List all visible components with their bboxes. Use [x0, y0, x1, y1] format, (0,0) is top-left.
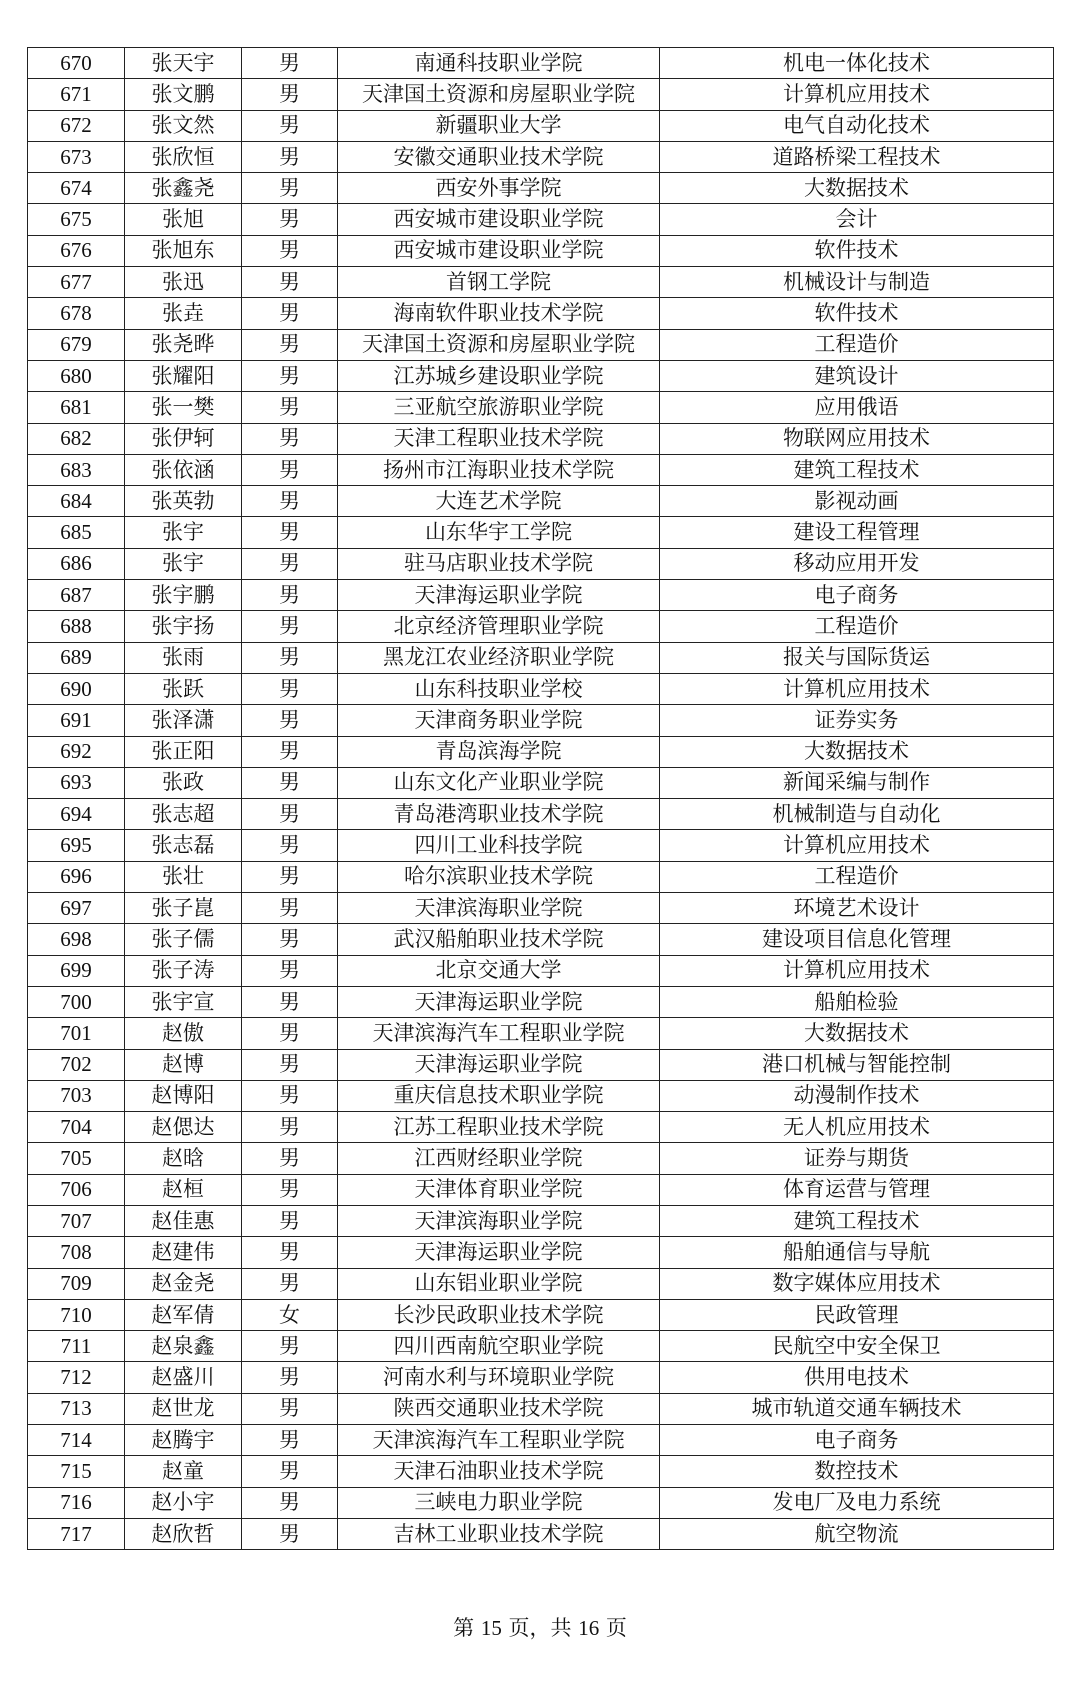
table-row	[28, 235, 1054, 266]
major-cell: 大数据技术	[660, 173, 1054, 204]
school-name-cell: 天津商务职业学院	[338, 705, 660, 736]
table-row	[28, 580, 1054, 611]
major-cell: 港口机械与智能控制	[660, 1049, 1054, 1080]
table-row	[28, 736, 1054, 767]
table-row	[28, 141, 1054, 172]
school-name-cell: 河南水利与环境职业学院	[338, 1362, 660, 1393]
student-name-cell: 赵傲	[125, 1018, 242, 1049]
table-row	[28, 1112, 1054, 1143]
table-row	[28, 830, 1054, 861]
student-name-cell: 赵博阳	[125, 1080, 242, 1111]
row-number-cell: 681	[28, 392, 125, 423]
row-number-cell: 717	[28, 1518, 125, 1549]
major-cell: 工程造价	[660, 861, 1054, 892]
gender-cell: 男	[242, 267, 338, 298]
gender-cell: 男	[242, 1174, 338, 1205]
row-number-cell: 698	[28, 924, 125, 955]
table-row	[28, 955, 1054, 986]
gender-cell: 男	[242, 110, 338, 141]
table-row	[28, 392, 1054, 423]
student-name-cell: 张文然	[125, 110, 242, 141]
major-cell: 电子商务	[660, 1425, 1054, 1456]
gender-cell: 男	[242, 611, 338, 642]
school-name-cell: 驻马店职业技术学院	[338, 548, 660, 579]
table-row	[28, 1425, 1054, 1456]
school-name-cell: 天津滨海职业学院	[338, 893, 660, 924]
student-name-cell: 张天宇	[125, 48, 242, 79]
student-name-cell: 张子涛	[125, 955, 242, 986]
table-row	[28, 986, 1054, 1017]
school-name-cell: 天津体育职业学院	[338, 1174, 660, 1205]
gender-cell: 男	[242, 861, 338, 892]
row-number-cell: 694	[28, 799, 125, 830]
major-cell: 发电厂及电力系统	[660, 1487, 1054, 1518]
gender-cell: 男	[242, 767, 338, 798]
roster-table-container	[27, 47, 1053, 1550]
row-number-cell: 680	[28, 360, 125, 391]
table-row	[28, 1018, 1054, 1049]
student-name-cell: 张跃	[125, 673, 242, 704]
gender-cell: 男	[242, 486, 338, 517]
gender-cell: 男	[242, 673, 338, 704]
table-row	[28, 360, 1054, 391]
major-cell: 航空物流	[660, 1518, 1054, 1549]
school-name-cell: 山东铝业职业学院	[338, 1268, 660, 1299]
table-row	[28, 1518, 1054, 1549]
row-number-cell: 692	[28, 736, 125, 767]
table-row	[28, 517, 1054, 548]
table-row	[28, 298, 1054, 329]
gender-cell: 男	[242, 423, 338, 454]
major-cell: 软件技术	[660, 298, 1054, 329]
table-row	[28, 1049, 1054, 1080]
school-name-cell: 江苏城乡建设职业学院	[338, 360, 660, 391]
gender-cell: 男	[242, 173, 338, 204]
gender-cell: 男	[242, 893, 338, 924]
gender-cell: 男	[242, 1237, 338, 1268]
student-name-cell: 张宇宣	[125, 986, 242, 1017]
student-name-cell: 张伊轲	[125, 423, 242, 454]
major-cell: 船舶检验	[660, 986, 1054, 1017]
student-name-cell: 张耀阳	[125, 360, 242, 391]
gender-cell: 男	[242, 1456, 338, 1487]
row-number-cell: 684	[28, 486, 125, 517]
row-number-cell: 695	[28, 830, 125, 861]
major-cell: 移动应用开发	[660, 548, 1054, 579]
school-name-cell: 天津国土资源和房屋职业学院	[338, 79, 660, 110]
row-number-cell: 689	[28, 642, 125, 673]
row-number-cell: 673	[28, 141, 125, 172]
student-name-cell: 张垚	[125, 298, 242, 329]
major-cell: 新闻采编与制作	[660, 767, 1054, 798]
school-name-cell: 陕西交通职业技术学院	[338, 1393, 660, 1424]
school-name-cell: 首钢工学院	[338, 267, 660, 298]
school-name-cell: 青岛港湾职业技术学院	[338, 799, 660, 830]
school-name-cell: 天津石油职业技术学院	[338, 1456, 660, 1487]
footer-suffix: 页	[605, 1616, 627, 1640]
row-number-cell: 674	[28, 173, 125, 204]
roster-table	[27, 47, 1054, 1550]
school-name-cell: 天津工程职业技术学院	[338, 423, 660, 454]
school-name-cell: 山东文化产业职业学院	[338, 767, 660, 798]
row-number-cell: 672	[28, 110, 125, 141]
major-cell: 民政管理	[660, 1299, 1054, 1330]
school-name-cell: 天津海运职业学院	[338, 986, 660, 1017]
major-cell: 影视动画	[660, 486, 1054, 517]
gender-cell: 男	[242, 392, 338, 423]
school-name-cell: 海南软件职业技术学院	[338, 298, 660, 329]
student-name-cell: 赵腾宇	[125, 1425, 242, 1456]
student-name-cell: 张宇扬	[125, 611, 242, 642]
school-name-cell: 天津海运职业学院	[338, 580, 660, 611]
school-name-cell: 天津国土资源和房屋职业学院	[338, 329, 660, 360]
row-number-cell: 696	[28, 861, 125, 892]
footer-page-number: 15	[480, 1616, 502, 1640]
school-name-cell: 长沙民政职业技术学院	[338, 1299, 660, 1330]
major-cell: 应用俄语	[660, 392, 1054, 423]
gender-cell: 男	[242, 1331, 338, 1362]
gender-cell: 男	[242, 141, 338, 172]
school-name-cell: 重庆信息技术职业学院	[338, 1080, 660, 1111]
school-name-cell: 四川西南航空职业学院	[338, 1331, 660, 1362]
row-number-cell: 708	[28, 1237, 125, 1268]
student-name-cell: 赵博	[125, 1049, 242, 1080]
school-name-cell: 西安城市建设职业学院	[338, 235, 660, 266]
row-number-cell: 687	[28, 580, 125, 611]
table-row	[28, 673, 1054, 704]
table-row	[28, 642, 1054, 673]
row-number-cell: 686	[28, 548, 125, 579]
school-name-cell: 大连艺术学院	[338, 486, 660, 517]
school-name-cell: 四川工业科技学院	[338, 830, 660, 861]
gender-cell: 男	[242, 1143, 338, 1174]
major-cell: 数控技术	[660, 1456, 1054, 1487]
student-name-cell: 张尧晔	[125, 329, 242, 360]
row-number-cell: 676	[28, 235, 125, 266]
major-cell: 船舶通信与导航	[660, 1237, 1054, 1268]
gender-cell: 男	[242, 1362, 338, 1393]
student-name-cell: 赵晗	[125, 1143, 242, 1174]
school-name-cell: 扬州市江海职业技术学院	[338, 454, 660, 485]
student-name-cell: 张宇	[125, 517, 242, 548]
table-row	[28, 1487, 1054, 1518]
row-number-cell: 715	[28, 1456, 125, 1487]
major-cell: 软件技术	[660, 235, 1054, 266]
school-name-cell: 天津海运职业学院	[338, 1237, 660, 1268]
school-name-cell: 西安外事学院	[338, 173, 660, 204]
student-name-cell: 赵佳惠	[125, 1205, 242, 1236]
school-name-cell: 南通科技职业学院	[338, 48, 660, 79]
school-name-cell: 黑龙江农业经济职业学院	[338, 642, 660, 673]
row-number-cell: 701	[28, 1018, 125, 1049]
table-row	[28, 1205, 1054, 1236]
table-row	[28, 110, 1054, 141]
student-name-cell: 张旭	[125, 204, 242, 235]
major-cell: 动漫制作技术	[660, 1080, 1054, 1111]
major-cell: 供用电技术	[660, 1362, 1054, 1393]
table-row	[28, 1393, 1054, 1424]
student-name-cell: 张宇	[125, 548, 242, 579]
table-row	[28, 173, 1054, 204]
row-number-cell: 713	[28, 1393, 125, 1424]
school-name-cell: 江西财经职业学院	[338, 1143, 660, 1174]
student-name-cell: 张鑫尧	[125, 173, 242, 204]
major-cell: 工程造价	[660, 329, 1054, 360]
gender-cell: 男	[242, 454, 338, 485]
major-cell: 建筑设计	[660, 360, 1054, 391]
table-row	[28, 705, 1054, 736]
table-row	[28, 1080, 1054, 1111]
school-name-cell: 江苏工程职业技术学院	[338, 1112, 660, 1143]
row-number-cell: 700	[28, 986, 125, 1017]
major-cell: 建设工程管理	[660, 517, 1054, 548]
student-name-cell: 张一樊	[125, 392, 242, 423]
row-number-cell: 697	[28, 893, 125, 924]
gender-cell: 男	[242, 736, 338, 767]
row-number-cell: 670	[28, 48, 125, 79]
roster-table-body	[28, 48, 1054, 1550]
row-number-cell: 707	[28, 1205, 125, 1236]
table-row	[28, 893, 1054, 924]
footer-mid: 页，共	[508, 1616, 572, 1640]
gender-cell: 男	[242, 1425, 338, 1456]
row-number-cell: 702	[28, 1049, 125, 1080]
student-name-cell: 张志超	[125, 799, 242, 830]
footer-prefix: 第	[453, 1616, 475, 1640]
row-number-cell: 690	[28, 673, 125, 704]
student-name-cell: 张欣恒	[125, 141, 242, 172]
page-footer	[0, 1612, 1080, 1642]
major-cell: 会计	[660, 204, 1054, 235]
gender-cell: 男	[242, 705, 338, 736]
gender-cell: 男	[242, 329, 338, 360]
student-name-cell: 张旭东	[125, 235, 242, 266]
row-number-cell: 678	[28, 298, 125, 329]
school-name-cell: 吉林工业职业技术学院	[338, 1518, 660, 1549]
table-row	[28, 204, 1054, 235]
student-name-cell: 赵偲达	[125, 1112, 242, 1143]
gender-cell: 男	[242, 548, 338, 579]
school-name-cell: 天津滨海汽车工程职业学院	[338, 1425, 660, 1456]
major-cell: 体育运营与管理	[660, 1174, 1054, 1205]
row-number-cell: 671	[28, 79, 125, 110]
table-row	[28, 48, 1054, 79]
major-cell: 无人机应用技术	[660, 1112, 1054, 1143]
footer-total-pages: 16	[578, 1616, 600, 1640]
student-name-cell: 赵世龙	[125, 1393, 242, 1424]
table-row	[28, 1299, 1054, 1330]
row-number-cell: 703	[28, 1080, 125, 1111]
major-cell: 机电一体化技术	[660, 48, 1054, 79]
table-row	[28, 423, 1054, 454]
row-number-cell: 693	[28, 767, 125, 798]
major-cell: 工程造价	[660, 611, 1054, 642]
school-name-cell: 山东华宇工学院	[338, 517, 660, 548]
major-cell: 建筑工程技术	[660, 1205, 1054, 1236]
gender-cell: 男	[242, 924, 338, 955]
school-name-cell: 青岛滨海学院	[338, 736, 660, 767]
table-row	[28, 1174, 1054, 1205]
student-name-cell: 张雨	[125, 642, 242, 673]
table-row	[28, 548, 1054, 579]
school-name-cell: 天津滨海汽车工程职业学院	[338, 1018, 660, 1049]
student-name-cell: 赵小宇	[125, 1487, 242, 1518]
major-cell: 电子商务	[660, 580, 1054, 611]
table-row	[28, 1331, 1054, 1362]
school-name-cell: 哈尔滨职业技术学院	[338, 861, 660, 892]
school-name-cell: 西安城市建设职业学院	[338, 204, 660, 235]
major-cell: 大数据技术	[660, 1018, 1054, 1049]
gender-cell: 男	[242, 1205, 338, 1236]
gender-cell: 男	[242, 1487, 338, 1518]
student-name-cell: 张宇鹏	[125, 580, 242, 611]
major-cell: 计算机应用技术	[660, 79, 1054, 110]
student-name-cell: 赵欣哲	[125, 1518, 242, 1549]
row-number-cell: 711	[28, 1331, 125, 1362]
row-number-cell: 705	[28, 1143, 125, 1174]
student-name-cell: 赵桓	[125, 1174, 242, 1205]
gender-cell: 男	[242, 986, 338, 1017]
row-number-cell: 691	[28, 705, 125, 736]
row-number-cell: 685	[28, 517, 125, 548]
table-row	[28, 1143, 1054, 1174]
row-number-cell: 709	[28, 1268, 125, 1299]
school-name-cell: 天津滨海职业学院	[338, 1205, 660, 1236]
gender-cell: 男	[242, 204, 338, 235]
row-number-cell: 675	[28, 204, 125, 235]
school-name-cell: 山东科技职业学校	[338, 673, 660, 704]
major-cell: 计算机应用技术	[660, 673, 1054, 704]
gender-cell: 男	[242, 48, 338, 79]
major-cell: 数字媒体应用技术	[660, 1268, 1054, 1299]
gender-cell: 男	[242, 830, 338, 861]
table-row	[28, 329, 1054, 360]
school-name-cell: 天津海运职业学院	[338, 1049, 660, 1080]
gender-cell: 男	[242, 360, 338, 391]
major-cell: 物联网应用技术	[660, 423, 1054, 454]
table-row	[28, 1268, 1054, 1299]
major-cell: 道路桥梁工程技术	[660, 141, 1054, 172]
school-name-cell: 三峡电力职业学院	[338, 1487, 660, 1518]
table-row	[28, 1362, 1054, 1393]
gender-cell: 男	[242, 799, 338, 830]
row-number-cell: 688	[28, 611, 125, 642]
major-cell: 计算机应用技术	[660, 830, 1054, 861]
gender-cell: 男	[242, 1049, 338, 1080]
student-name-cell: 张泽潇	[125, 705, 242, 736]
gender-cell: 男	[242, 1018, 338, 1049]
major-cell: 证券与期货	[660, 1143, 1054, 1174]
major-cell: 城市轨道交通车辆技术	[660, 1393, 1054, 1424]
student-name-cell: 张依涵	[125, 454, 242, 485]
school-name-cell: 新疆职业大学	[338, 110, 660, 141]
major-cell: 环境艺术设计	[660, 893, 1054, 924]
gender-cell: 女	[242, 1299, 338, 1330]
gender-cell: 男	[242, 235, 338, 266]
student-name-cell: 赵童	[125, 1456, 242, 1487]
major-cell: 建筑工程技术	[660, 454, 1054, 485]
table-row	[28, 767, 1054, 798]
major-cell: 报关与国际货运	[660, 642, 1054, 673]
gender-cell: 男	[242, 1518, 338, 1549]
student-name-cell: 赵金尧	[125, 1268, 242, 1299]
gender-cell: 男	[242, 1112, 338, 1143]
student-name-cell: 张壮	[125, 861, 242, 892]
student-name-cell: 赵军倩	[125, 1299, 242, 1330]
row-number-cell: 679	[28, 329, 125, 360]
table-row	[28, 454, 1054, 485]
row-number-cell: 682	[28, 423, 125, 454]
student-name-cell: 张子儒	[125, 924, 242, 955]
table-row	[28, 1237, 1054, 1268]
gender-cell: 男	[242, 298, 338, 329]
table-row	[28, 611, 1054, 642]
student-name-cell: 赵泉鑫	[125, 1331, 242, 1362]
table-row	[28, 799, 1054, 830]
major-cell: 大数据技术	[660, 736, 1054, 767]
row-number-cell: 706	[28, 1174, 125, 1205]
table-row	[28, 924, 1054, 955]
gender-cell: 男	[242, 580, 338, 611]
student-name-cell: 张迅	[125, 267, 242, 298]
major-cell: 建设项目信息化管理	[660, 924, 1054, 955]
gender-cell: 男	[242, 79, 338, 110]
row-number-cell: 683	[28, 454, 125, 485]
student-name-cell: 赵盛川	[125, 1362, 242, 1393]
major-cell: 机械制造与自动化	[660, 799, 1054, 830]
school-name-cell: 北京经济管理职业学院	[338, 611, 660, 642]
table-row	[28, 79, 1054, 110]
school-name-cell: 安徽交通职业技术学院	[338, 141, 660, 172]
gender-cell: 男	[242, 1393, 338, 1424]
row-number-cell: 677	[28, 267, 125, 298]
table-row	[28, 861, 1054, 892]
student-name-cell: 赵建伟	[125, 1237, 242, 1268]
major-cell: 民航空中安全保卫	[660, 1331, 1054, 1362]
gender-cell: 男	[242, 955, 338, 986]
student-name-cell: 张子崑	[125, 893, 242, 924]
school-name-cell: 北京交通大学	[338, 955, 660, 986]
table-row	[28, 486, 1054, 517]
row-number-cell: 716	[28, 1487, 125, 1518]
major-cell: 证券实务	[660, 705, 1054, 736]
major-cell: 电气自动化技术	[660, 110, 1054, 141]
table-row	[28, 267, 1054, 298]
school-name-cell: 三亚航空旅游职业学院	[338, 392, 660, 423]
gender-cell: 男	[242, 642, 338, 673]
student-name-cell: 张文鹏	[125, 79, 242, 110]
row-number-cell: 704	[28, 1112, 125, 1143]
row-number-cell: 710	[28, 1299, 125, 1330]
student-name-cell: 张正阳	[125, 736, 242, 767]
row-number-cell: 714	[28, 1425, 125, 1456]
row-number-cell: 699	[28, 955, 125, 986]
student-name-cell: 张志磊	[125, 830, 242, 861]
table-row	[28, 1456, 1054, 1487]
gender-cell: 男	[242, 517, 338, 548]
student-name-cell: 张政	[125, 767, 242, 798]
school-name-cell: 武汉船舶职业技术学院	[338, 924, 660, 955]
student-name-cell: 张英勃	[125, 486, 242, 517]
gender-cell: 男	[242, 1268, 338, 1299]
major-cell: 计算机应用技术	[660, 955, 1054, 986]
gender-cell: 男	[242, 1080, 338, 1111]
major-cell: 机械设计与制造	[660, 267, 1054, 298]
row-number-cell: 712	[28, 1362, 125, 1393]
